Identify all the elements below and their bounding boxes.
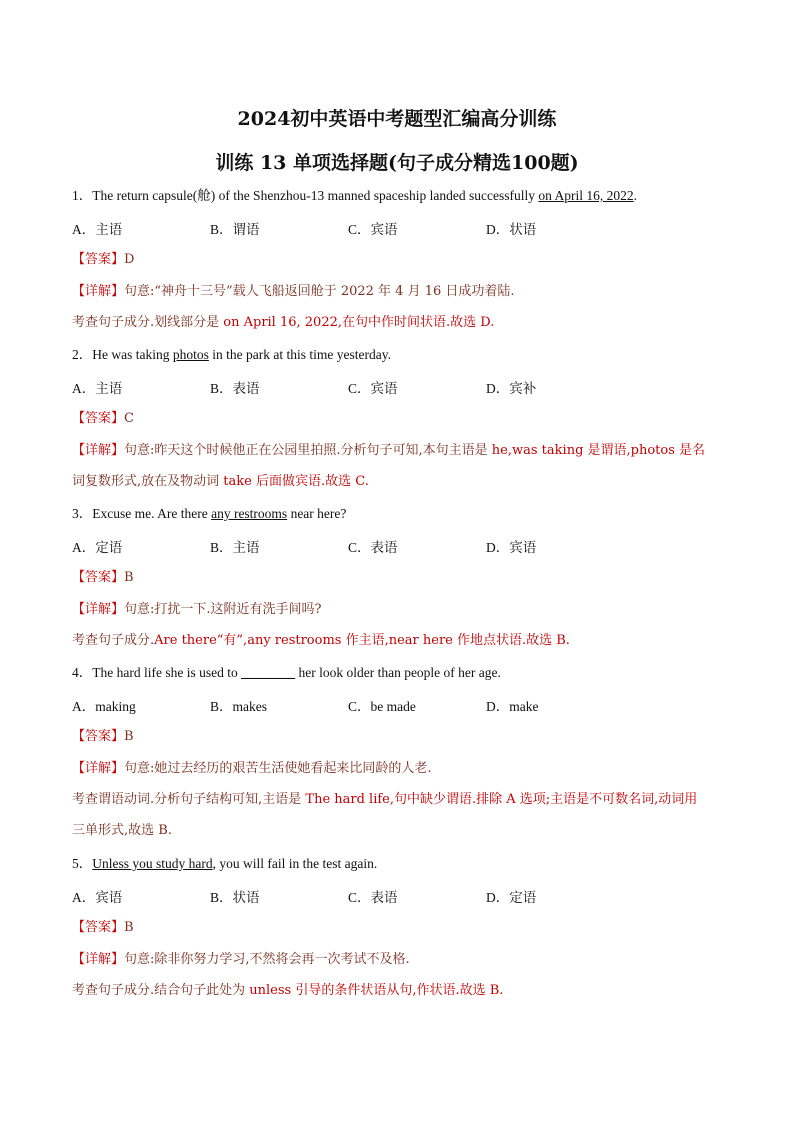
option-c: C．be made xyxy=(348,699,416,714)
option-a: A．主语 xyxy=(72,222,123,237)
option-a: A．宾语 xyxy=(72,890,123,905)
option-b: B．主语 xyxy=(210,540,260,555)
option-c: C．表语 xyxy=(348,890,398,905)
detail-4-continued: 三单形式,故选 B. xyxy=(72,823,172,838)
option-a: A．主语 xyxy=(72,381,123,396)
option-d: D．宾补 xyxy=(486,381,537,396)
page-subtitle: 训练 13 单项选择题(句子成分精选100题) xyxy=(215,152,579,174)
answer-1: 【答案】D xyxy=(72,252,135,267)
detail-4-analysis: 考查谓语动词.分析句子结构可知,主语是 The hard life,句中缺少谓语.排除 A 选项;主语是不可数名词,动词用 xyxy=(72,792,698,807)
option-c: C．宾语 xyxy=(348,222,398,237)
detail-2: 【详解】句意:昨天这个时候他正在公园里拍照.分析句子可知,本句主语是 he,was taking 是谓语,photos 是名 xyxy=(72,443,706,458)
option-b: B．表语 xyxy=(210,381,260,396)
answer-2: 【答案】C xyxy=(72,411,134,426)
option-b: B．谓语 xyxy=(210,222,260,237)
detail-2-continued: 词复数形式,放在及物动词 take 后面做宾语.故选 C. xyxy=(72,474,369,489)
underlined-part: Unless you study hard xyxy=(92,856,213,871)
underlined-part: any restrooms xyxy=(211,506,288,521)
answer-4: 【答案】B xyxy=(72,729,134,744)
option-d: D．make xyxy=(486,699,539,714)
option-c: C．表语 xyxy=(348,540,398,555)
answer-5: 【答案】B xyxy=(72,920,134,935)
detail-3-analysis: 考查句子成分.Are there“有”,any restrooms 作主语,near here 作地点状语.故选 B. xyxy=(72,633,570,648)
detail-1: 【详解】句意:“神舟十三号”载人飞船返回舱于 2022 年 4 月 16 日成功着陆. xyxy=(72,284,515,299)
question-3: 3．Excuse me. Are there any restrooms near here? xyxy=(72,506,347,521)
detail-3: 【详解】句意:打扰一下.这附近有洗手间吗? xyxy=(72,602,322,617)
option-b: B．状语 xyxy=(210,890,260,905)
option-d: D．宾语 xyxy=(486,540,537,555)
option-d: D．状语 xyxy=(486,222,537,237)
detail-4: 【详解】句意:她过去经历的艰苦生活使她看起来比同龄的人老. xyxy=(72,761,432,776)
detail-5-analysis: 考查句子成分.结合句子此处为 unless 引导的条件状语从句,作状语.故选 B. xyxy=(72,983,504,998)
underlined-part: photos xyxy=(172,347,209,362)
question-4: 4．The hard life she is used to ________ her look older than people of her age. xyxy=(72,665,501,680)
option-d: D．定语 xyxy=(486,890,537,905)
detail-5: 【详解】句意:除非你努力学习,不然将会再一次考试不及格. xyxy=(72,952,410,967)
underlined-part: on April 16, 2022 xyxy=(538,188,634,203)
option-a: A．定语 xyxy=(72,540,123,555)
page-title: 2024初中英语中考题型汇编高分训练 xyxy=(237,108,557,130)
detail-1-analysis: 考查句子成分.划线部分是 on April 16, 2022,在句中作时间状语.故选 D. xyxy=(72,315,495,330)
question-2: 2．He was taking photos in the park at this time yesterday. xyxy=(72,347,391,362)
option-c: C．宾语 xyxy=(348,381,398,396)
answer-blank: ________ xyxy=(241,665,296,680)
option-a: A．making xyxy=(72,699,136,714)
option-b: B．makes xyxy=(210,699,267,714)
question-1: 1．The return capsule(舱) of the Shenzhou-13 manned spaceship landed successfully on April 16, 2022. xyxy=(72,188,637,203)
question-5: 5．Unless you study hard, you will fail in the test again. xyxy=(72,856,378,871)
answer-3: 【答案】B xyxy=(72,570,134,585)
